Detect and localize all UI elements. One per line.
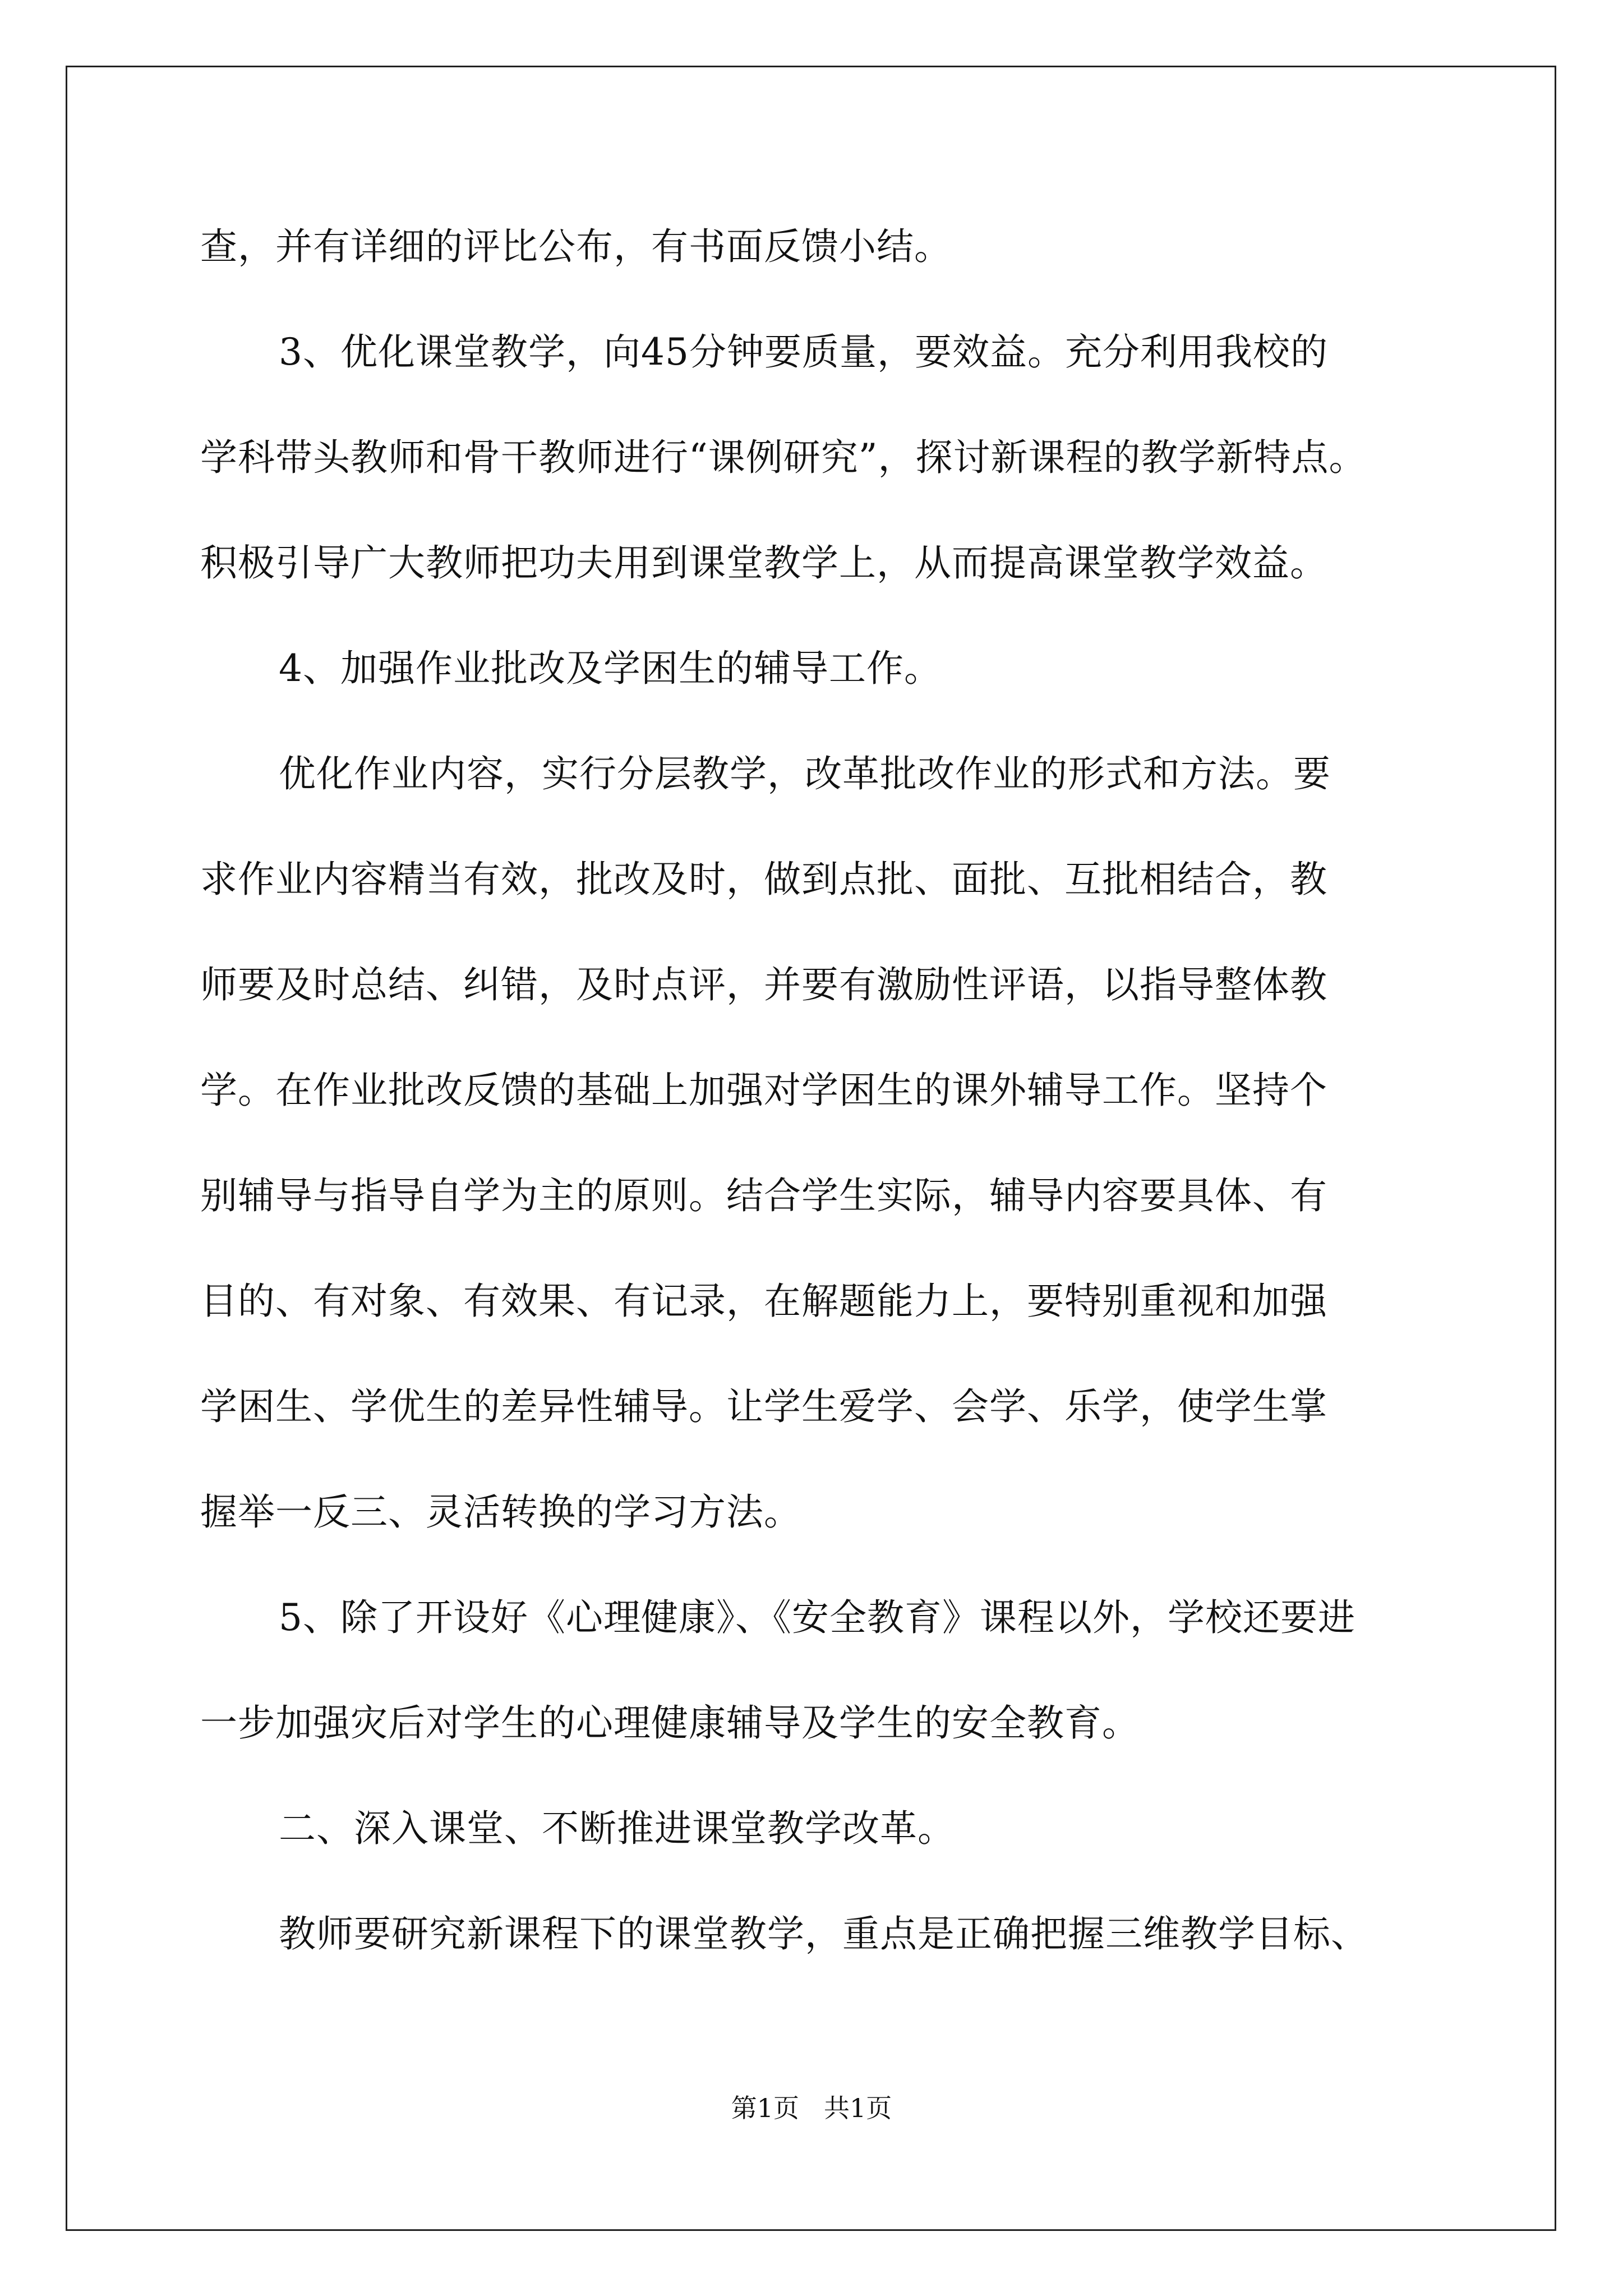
text-line: 3、优化课堂教学，向45分钟要质量，要效益。充分利用我校的 bbox=[279, 330, 1328, 374]
page-number: 第1页 bbox=[731, 2093, 800, 2123]
text-line: 教师要研究新课程下的课堂教学，重点是正确把握三维教学目标、 bbox=[279, 1912, 1368, 1955]
text-line: 别辅导与指导自学为主的原则。结合学生实际，辅导内容要具体、有 bbox=[200, 1174, 1327, 1217]
text-line: 5、除了开设好《心理健康》、《安全教育》课程以外，学校还要进 bbox=[279, 1596, 1355, 1639]
text-line: 学科带头教师和骨干教师进行“课例研究”，探讨新课程的教学新特点。 bbox=[200, 436, 1367, 479]
text-line: 握举一反三、灵活转换的学习方法。 bbox=[200, 1490, 801, 1534]
page-footer bbox=[0, 2092, 1623, 2124]
text-line: 目的、有对象、有效果、有记录，在解题能力上，要特别重视和加强 bbox=[200, 1280, 1327, 1323]
text-line: 二、深入课堂、不断推进课堂教学改革。 bbox=[279, 1807, 955, 1850]
text-line: 一步加强灾后对学生的心理健康辅导及学生的安全教育。 bbox=[200, 1701, 1140, 1745]
text-line: 学。在作业批改反馈的基础上加强对学困生的课外辅导工作。坚持个 bbox=[200, 1069, 1327, 1112]
text-line: 查，并有详细的评比公布，有书面反馈小结。 bbox=[200, 225, 952, 268]
page-total: 共1页 bbox=[823, 2093, 892, 2123]
text-line: 4、加强作业批改及学困生的辅导工作。 bbox=[279, 647, 942, 690]
text-line: 优化作业内容，实行分层教学，改革批改作业的形式和方法。要 bbox=[279, 752, 1331, 795]
text-line: 积极引导广大教师把功夫用到课堂教学上，从而提高课堂教学效益。 bbox=[200, 541, 1327, 585]
text-line: 求作业内容精当有效，批改及时，做到点批、面批、互批相结合，教 bbox=[200, 858, 1327, 901]
page-border bbox=[66, 66, 1556, 2231]
text-line: 学困生、学优生的差异性辅导。让学生爱学、会学、乐学，使学生掌 bbox=[200, 1385, 1327, 1428]
text-line: 师要及时总结、纠错，及时点评，并要有激励性评语，以指导整体教 bbox=[200, 963, 1327, 1006]
